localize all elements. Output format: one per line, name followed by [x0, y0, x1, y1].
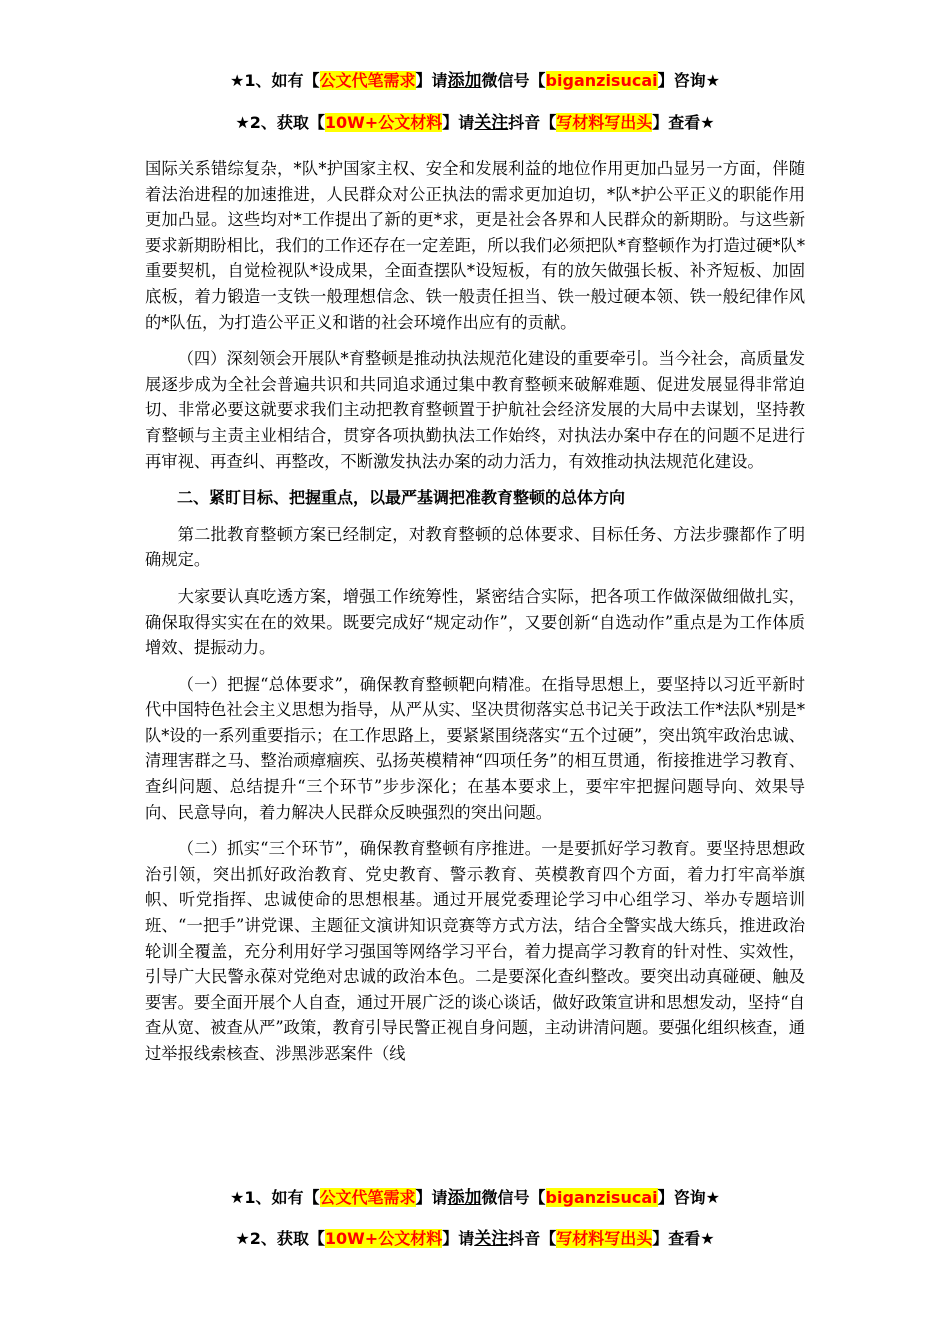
header1-prefix: ★1、如有【 [230, 71, 320, 90]
header2-mid: 】请 [442, 113, 475, 132]
footer2-underlined: 关注 [474, 1229, 509, 1249]
header2-douyin-label: 抖音【 [508, 113, 557, 132]
paragraph-plan: 第二批教育整顿方案已经制定，对教育整顿的总体要求、目标任务、方法步骤都作了明确规定。 [145, 524, 805, 570]
paragraph-section-4: （四）深刻领会开展队*育整顿是推动执法规范化建设的重要牵引。当今社会，高质量发展逐步成为全社会普遍共识和共同追求通过集中教育整顿来破解难题、促进发展显得非常迫切、非常必要这就要求我们主动把教育整顿置于护航社会经济发展的大局中去谋划，坚持教育整顿与主责主业相结合，贯穿各项执勤执法工作始终，对执法办案中存在的问题不足进行再审视、再查纠、再整改，不断激发执法办案的动力活力，有效推动执法规范化建设。 [145, 349, 805, 471]
header1-highlight-service: 公文代笔需求 [319, 71, 416, 90]
footer1-prefix: ★1、如有【 [230, 1188, 320, 1207]
document-body [145, 156, 805, 1078]
footer2-mid: 】请 [442, 1229, 475, 1248]
header2-suffix: 】查看★ [652, 113, 715, 132]
header1-highlight-wechat-id: biganzisucai [545, 71, 658, 90]
section-heading-2: 二、紧盯目标、把握重点，以最严基调把准教育整顿的总体方向 [177, 488, 626, 508]
footer2-douyin-label: 抖音【 [508, 1229, 557, 1248]
footer2-prefix: ★2、获取【 [235, 1229, 325, 1248]
footer1-highlight-service: 公文代笔需求 [319, 1188, 416, 1207]
paragraph-study-plan: 大家要认真吃透方案，增强工作统筹性，紧密结合实际，把各项工作做深做细做扎实，确保取得实实在在的效果。既要完成好“规定动作”，又要创新“自选动作”重点是为工作体质增效、提振动力。 [145, 586, 805, 658]
footer2-highlight-douyin-id: 写材料写出头 [556, 1229, 653, 1248]
header-ad-line-2 [0, 112, 950, 134]
footer1-suffix: 】咨询★ [657, 1188, 720, 1207]
header1-suffix: 】咨询★ [657, 71, 720, 90]
footer2-highlight-materials: 10W+公文材料 [324, 1229, 443, 1248]
paragraph-item-2: （二）抓实“三个环节”，确保教育整顿有序推进。一是要抓好学习教育。要坚持思想政治引领，突出抓好政治教育、党史教育、警示教育、英模教育四个方面，着力打牢高举旗帜、听党指挥、忠诚使命的思想根基。通过开展党委理论学习中心组学习、举办专题培训班、“一把手”讲党课、主题征文演讲知识竞赛等方式方法，结合全警实战大练兵，推进政治轮训全覆盖，充分利用好学习强国等网络学习平台，着力提高学习教育的针对性、实效性，引导广大民警永葆对党绝对忠诚的政治本色。二是要深化查纠整改。要突出动真碰硬、触及要害。要全面开展个人自查，通过开展广泛的谈心谈话，做好政策宣讲和思想发动，坚持“自查从宽、被查从严”政策，教育引导民警正视自身问题，主动讲清问题。要强化组织核查，通过举报线索核查、涉黑涉恶案件（线 [145, 839, 805, 1063]
header-ad-line-1 [0, 70, 950, 92]
footer1-wechat-label: 微信号【 [481, 1188, 546, 1207]
header1-underlined: 添加 [447, 71, 482, 91]
paragraph-item-1: （一）把握“总体要求”，确保教育整顿靶向精准。在指导思想上，要坚持以习近平新时代中国特色社会主义思想为指导，从严从实、坚决贯彻落实总书记关于政法工作*法队*别是*队*设的一系列重要指示；在工作思路上，要紧紧围绕落实“五个过硬”，突出筑牢政治忠诚、清理害群之马、整治顽瘴痼疾、弘扬英模精神“四项任务”的相互贯通，衔接推进学习教育、查纠问题、总结提升“三个环节”步步深化；在基本要求上，要牢牢把握问题导向、效果导向、民意导向，着力解决人民群众反映强烈的突出问题。 [145, 674, 805, 822]
footer1-underlined: 添加 [447, 1188, 482, 1208]
header2-underlined: 关注 [474, 113, 509, 133]
header1-mid: 】请 [415, 71, 448, 90]
footer-ad-line-1 [0, 1187, 950, 1209]
footer-ad-line-2 [0, 1228, 950, 1250]
header2-prefix: ★2、获取【 [235, 113, 325, 132]
footer2-suffix: 】查看★ [652, 1229, 715, 1248]
header1-wechat-label: 微信号【 [481, 71, 546, 90]
footer1-highlight-wechat-id: biganzisucai [545, 1188, 658, 1207]
header2-highlight-materials: 10W+公文材料 [324, 113, 443, 132]
header2-highlight-douyin-id: 写材料写出头 [556, 113, 653, 132]
footer1-mid: 】请 [415, 1188, 448, 1207]
paragraph-intro-continued: 国际关系错综复杂，*队*护国家主权、安全和发展利益的地位作用更加凸显另一方面，伴随着法治进程的加速推进，人民群众对公正执法的需求更加迫切，*队*护公平正义的职能作用更加凸显。这些均对*工作提出了新的更*求，更是社会各界和人民群众的新期盼。与这些新要求新期盼相比，我们的工作还存在一定差距，所以我们必须把队*育整顿作为打造过硬*队*重要契机，自觉检视队*设成果，全面查摆队*设短板，有的放矢做强长板、补齐短板、加固底板，着力锻造一支铁一般理想信念、铁一般责任担当、铁一般过硬本领、铁一般纪律作风的*队伍，为打造公平正义和谐的社会环境作出应有的贡献。 [145, 159, 805, 332]
